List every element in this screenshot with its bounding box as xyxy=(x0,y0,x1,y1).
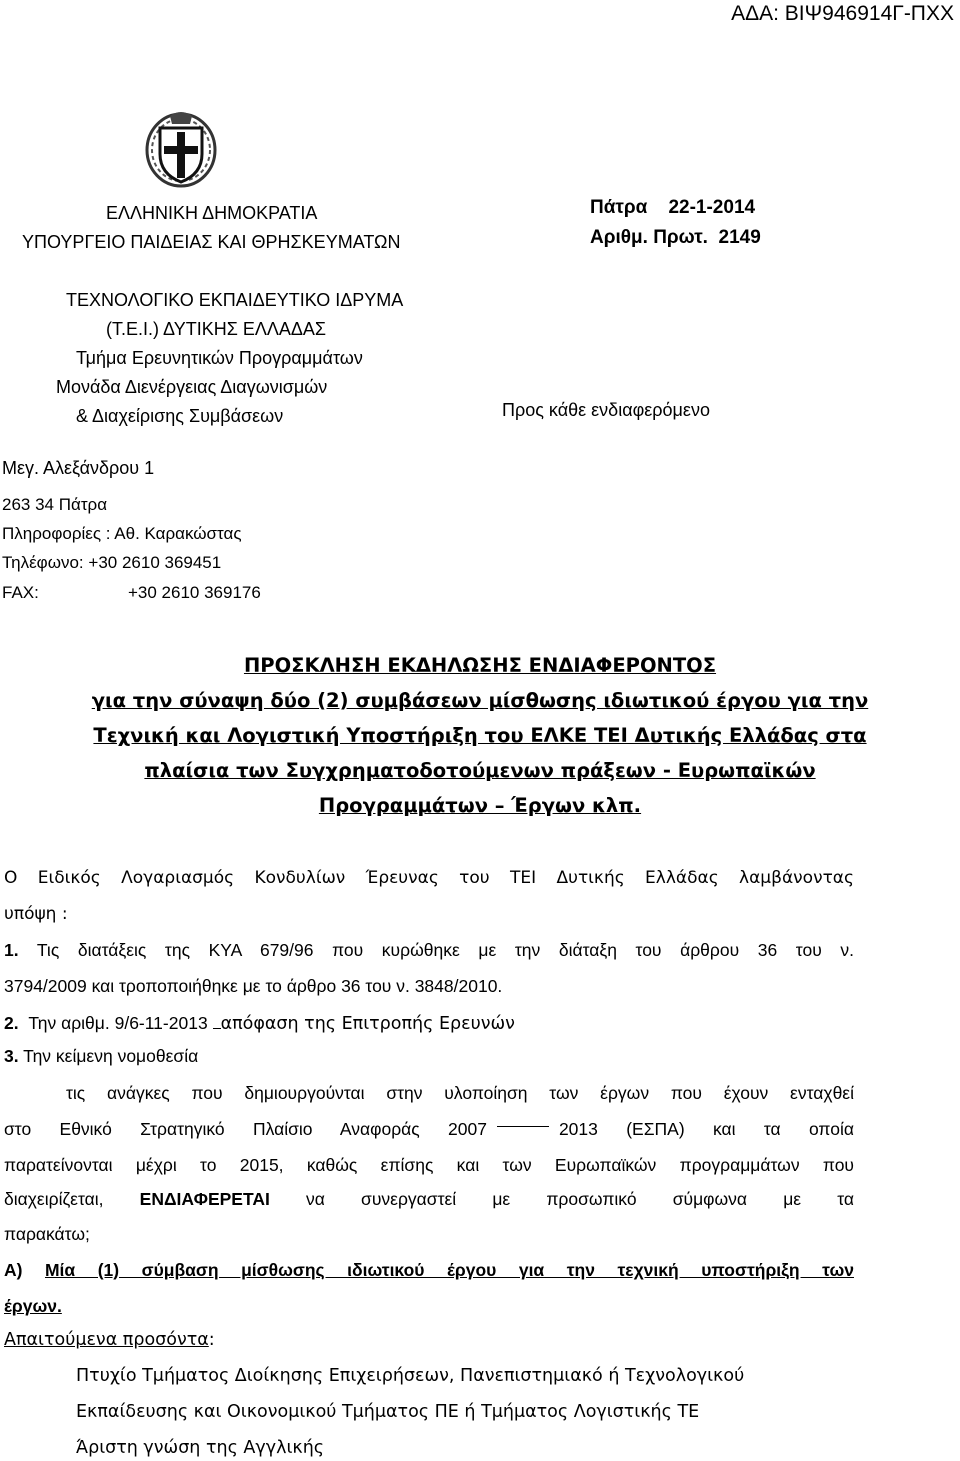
contact-info: Πληροφορίες : Αθ. Καρακώστας xyxy=(2,524,242,543)
paragraph-line-4 xyxy=(4,1189,854,1210)
date: 22-1-2014 xyxy=(668,197,756,218)
requirement-2: Εκπαίδευσης και Οικονομικού Τμήματος ΠΕ ή Τμήματος Λογιστικής ΤΕ xyxy=(76,1402,700,1422)
protocol-line xyxy=(590,227,761,249)
item-1-continuation: 3794/2009 και τροποποιήθηκε με το άρθρο 36 του ν. 3848/2010. xyxy=(4,976,503,996)
greek-emblem-icon xyxy=(144,108,218,188)
date-line xyxy=(590,197,755,219)
protocol-number: 2149 xyxy=(718,227,761,248)
ministry-name: ΥΠΟΥΡΓΕΙΟ ΠΑΙΔΕΙΑΣ ΚΑΙ ΘΡΗΣΚΕΥΜΑΤΩΝ xyxy=(22,232,401,252)
institute-line-1: ΤΕΧΝΟΛΟΓΙΚΟ ΕΚΠΑΙΔΕΥΤΙΚΟ ΙΔΡΥΜΑ xyxy=(66,290,404,310)
fax-number: +30 2610 369176 xyxy=(128,583,261,602)
section-a-continuation: έργων. xyxy=(4,1296,62,1316)
paragraph-line-2a: στο Εθνικό Στρατηγικό Πλαίσιο Αναφοράς 2007 xyxy=(4,1119,487,1139)
phone-line xyxy=(2,553,221,573)
title-line: για την σύναψη δύο (2) συμβάσεων μίσθωσης ιδιωτικού έργου για την xyxy=(91,689,869,712)
paragraph-line-4a: διαχειρίζεται, xyxy=(4,1189,104,1209)
department-name: Τμήμα Ερευνητικών Προγραμμάτων xyxy=(76,348,363,368)
title-line: ΠΡΟΣΚΛΗΣΗ ΕΚΔΗΛΩΣΗΣ ΕΝΔΙΑΦΕΡΟΝΤΟΣ xyxy=(243,654,717,677)
unit-line-1: Μονάδα Διενέργειας Διαγωνισμών xyxy=(56,377,328,397)
item-1-text: Τις διατάξεις της ΚΥΑ 679/96 που κυρώθηκε με την διάταξη του άρθρου 36 του ν. xyxy=(36,940,854,960)
title-line: Προγραμμάτων – Έργων κλπ. xyxy=(318,794,642,817)
item-2-text-a: Την αριθμ. 9/6-11-2013 xyxy=(28,1013,208,1033)
paragraph-line-2b: 2013 (ΕΣΠΑ) και τα οποία xyxy=(558,1119,854,1139)
dash xyxy=(497,1126,549,1127)
item-3 xyxy=(4,1046,198,1067)
place: Πάτρα xyxy=(590,197,648,218)
intro-line-2: υπόψη : xyxy=(4,904,68,924)
fax-label: FAX: xyxy=(2,583,39,602)
item-3-text: Την κείμενη νομοθεσία xyxy=(23,1046,199,1066)
phone-label: Τηλέφωνο: xyxy=(2,553,84,572)
paragraph-line-5: παρακάτω; xyxy=(4,1224,90,1244)
phone-number: +30 2610 369451 xyxy=(88,553,222,572)
title-line: Τεχνική και Λογιστική Υποστήριξη του ΕΛΚΕ ΤΕΙ Δυτικής Ελλάδας στα xyxy=(93,724,867,747)
item-2-text-b: απόφαση της Επιτροπής Ερευνών xyxy=(220,1014,515,1034)
protocol-label: Αριθμ. Πρωτ. xyxy=(590,227,708,248)
item-2 xyxy=(4,1012,515,1034)
address: Μεγ. Αλεξάνδρου 1 xyxy=(2,458,155,478)
paragraph-line-2 xyxy=(4,1119,854,1140)
paragraph-line-4c: να συνεργαστεί με προσωπικό σύμφωνα με τα xyxy=(306,1189,854,1209)
recipient: Προς κάθε ενδιαφερόμενο xyxy=(502,400,710,420)
paragraph-line-3: παρατείνονται μέχρι το 2015, καθώς επίσης και των Ευρωπαϊκών προγραμμάτων που xyxy=(4,1155,854,1175)
country-name: ΕΛΛΗΝΙΚΗ ΔΗΜΟΚΡΑΤΙΑ xyxy=(106,203,318,223)
section-a-text: Μία (1) σύμβαση μίσθωσης ιδιωτικού έργου για την τεχνική υποστήριξη των xyxy=(44,1260,854,1280)
requirement-3: Άριστη γνώση της Αγγλικής xyxy=(76,1438,325,1458)
ada-code: ΑΔΑ: ΒΙΨ946914Γ-ΠΧΧ xyxy=(731,2,954,25)
item-3-number: 3. xyxy=(4,1046,19,1066)
section-a xyxy=(4,1260,854,1281)
paragraph-line-1: τις ανάγκες που δημιουργούνται στην υλοποίηση των έργων που έχουν ενταχθεί xyxy=(66,1083,854,1103)
document-title xyxy=(0,648,960,823)
requirements-heading-text: Απαιτούμενα προσόντα xyxy=(4,1330,209,1350)
item-1 xyxy=(4,940,854,961)
fax-line xyxy=(2,583,261,603)
section-a-label: Α) xyxy=(4,1260,23,1280)
institute-line-2: (Τ.Ε.Ι.) ΔΥΤΙΚΗΣ ΕΛΛΑΔΑΣ xyxy=(106,319,327,339)
unit-line-2: & Διαχείρισης Συμβάσεων xyxy=(76,406,284,426)
city: 263 34 Πάτρα xyxy=(2,495,108,514)
requirement-1: Πτυχίο Τμήματος Διοίκησης Επιχειρήσεων, Πανεπιστημιακό ή Τεχνολογικού xyxy=(76,1366,745,1386)
item-1-number: 1. xyxy=(4,940,19,960)
title-line: πλαίσια των Συγχρηματοδοτούμενων πράξεων - Ευρωπαϊκών xyxy=(144,759,816,782)
intro-line-1: Ο Ειδικός Λογαριασμός Κονδυλίων Έρευνας του ΤΕΙ Δυτικής Ελλάδας λαμβάνοντας xyxy=(4,868,854,888)
item-2-number: 2. xyxy=(4,1013,19,1033)
interest-keyword: ΕΝΔΙΑΦΕΡΕΤΑΙ xyxy=(139,1189,270,1209)
requirements-heading: Απαιτούμενα προσόντα: xyxy=(4,1330,215,1350)
